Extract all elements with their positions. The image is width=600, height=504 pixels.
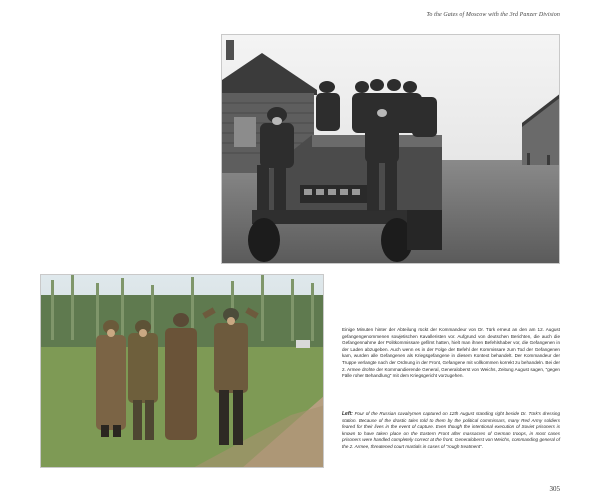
caption-lead: Left: <box>342 411 353 417</box>
body-text: Einige Minuten hinter der Abteilung rückt der Kommandeur von Dr. Türk erneut an den am 12. August gefangengenommenen sowjetischen Kavalleristen vor. Aufgrund von deutschen Berichten, die auch die Gefangennahme der Politkommissare gefilmt hatten, hielt man ihnen Befehlshaber vor, die Gefangenen in der Laden abzugeben. Auch wenn es in der Folge der Befehl der Kommissare zum Tod der Gefangenen kam, wurden alle Gefangenen als Kriegsgefangene in diesem Kontext behandelt. Der Kommandeur der Truppe verlangte nach der Ordnung in der Front, Gefangene mit vollkommen korrekt zu behandeln. Bei der 2. Armee drohte der Kommandierende General, Generaloberst von Weichs, Zeitung August sagen, "gegen Fälle roher Behandlung" mit dem Kriegsgericht vorzugehen. <box>342 327 560 379</box>
photo-halftrack <box>221 34 560 264</box>
caption-text: Four of the Russian cavalrymen captured on 12th August standing right beside Dr. Türk's dressing station. Because of the drastic tales told to them by the political commissars, many Red Army soldiers feared for their lives in the event of capture. Even though the intentional execution of Soviet prisoners is known to have taken place on the Eastern Front after massacres of German troops, in most cases prisoners were handled completely correct at the front. Generaloberst von Weichs, commanding general of the 2. Armee, threatened court martials in cases of "rough treatment". <box>342 411 560 449</box>
page-number: 305 <box>549 485 560 493</box>
photo-caption <box>342 411 560 451</box>
photo-prisoners <box>40 274 324 468</box>
running-head: To the Gates of Moscow with the 3rd Panzer Division <box>426 12 560 18</box>
